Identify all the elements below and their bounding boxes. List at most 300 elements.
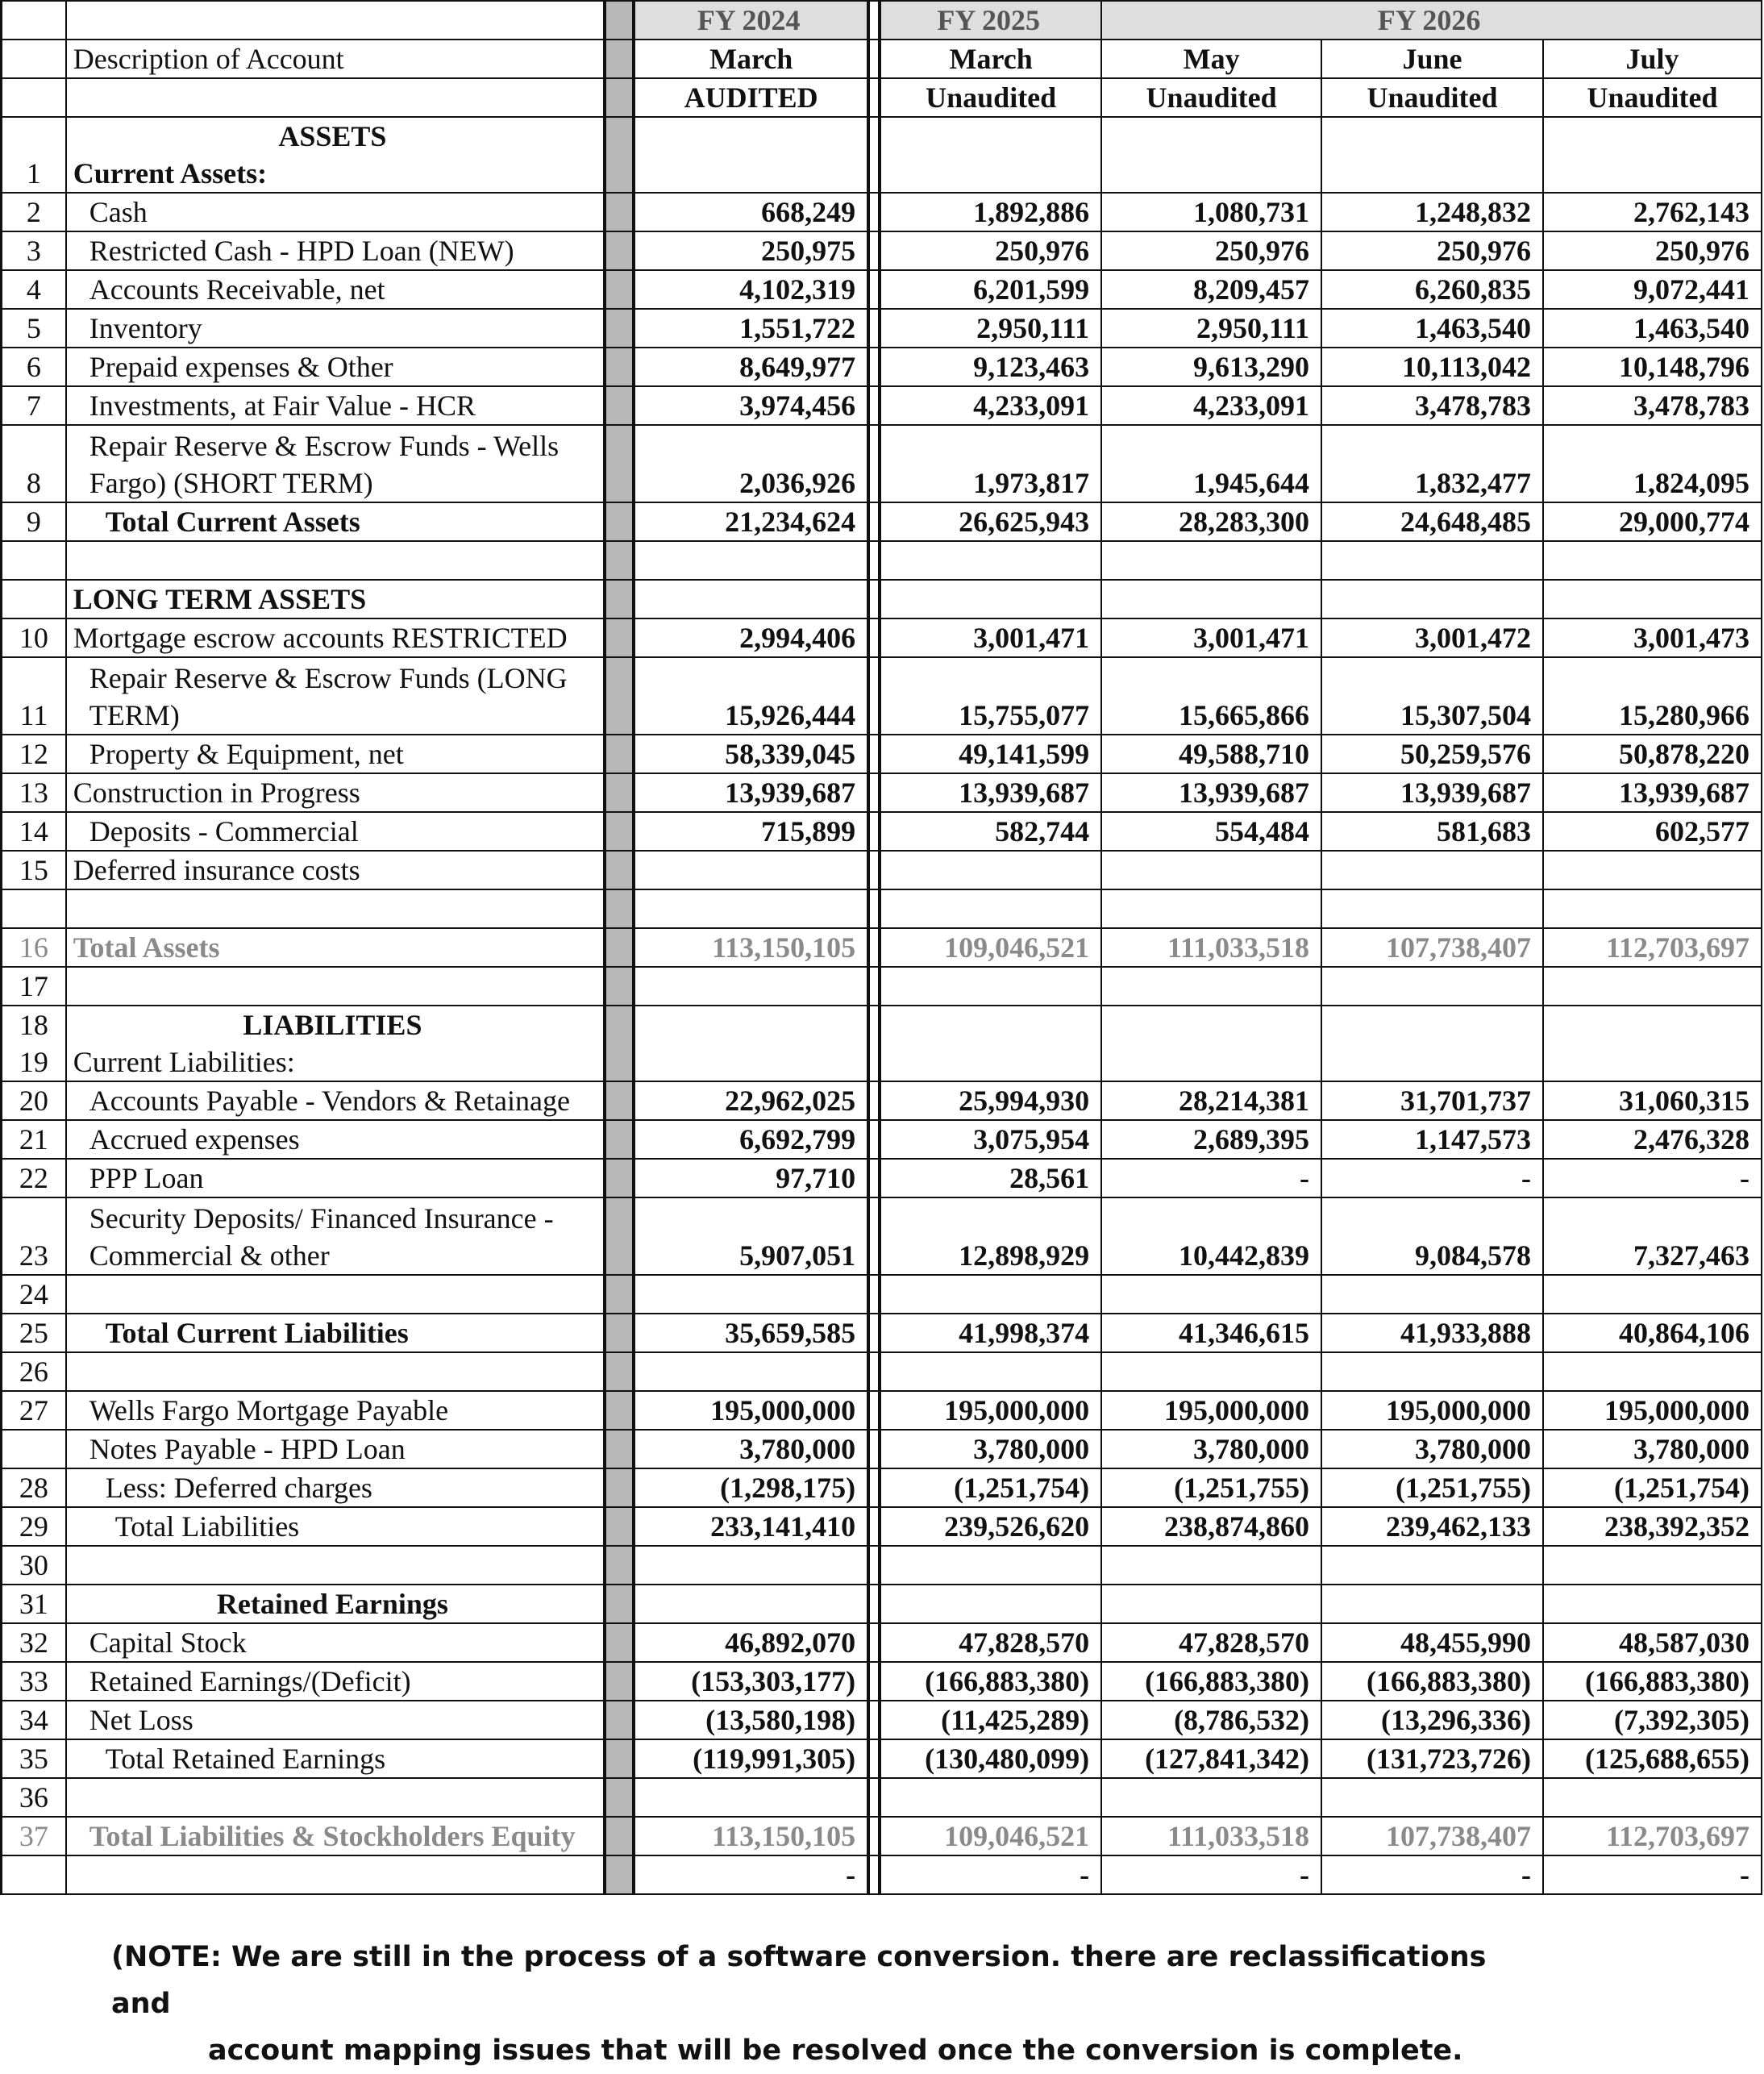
fy-2026-label: FY 2026	[1101, 1, 1762, 40]
value-cell: 3,001,471	[1101, 618, 1321, 657]
row-number: 20	[2, 1081, 66, 1120]
value-cell: 1,824,095	[1543, 425, 1762, 502]
value-cell: 195,000,000	[880, 1391, 1101, 1430]
value-cell	[634, 1006, 868, 1043]
value-cell	[880, 541, 1101, 580]
value-cell: (11,425,289)	[880, 1701, 1101, 1739]
column-separator	[605, 1006, 634, 1043]
table-row	[2, 270, 1762, 309]
value-cell: 41,998,374	[880, 1314, 1101, 1352]
value-cell: (13,296,336)	[1321, 1701, 1543, 1739]
value-cell: 28,561	[880, 1159, 1101, 1197]
table-row	[2, 1468, 1762, 1507]
column-separator	[605, 193, 634, 231]
column-separator	[605, 1546, 634, 1585]
column-separator	[605, 1701, 634, 1739]
account-description	[66, 1778, 605, 1817]
value-cell: 554,484	[1101, 812, 1321, 851]
value-cell	[634, 889, 868, 928]
row-number: 33	[2, 1662, 66, 1701]
column-gap	[868, 386, 880, 425]
column-separator	[605, 1314, 634, 1352]
value-cell: (119,991,305)	[634, 1739, 868, 1778]
table-row	[2, 580, 1762, 618]
column-gap	[868, 231, 880, 270]
table-row	[2, 1081, 1762, 1120]
account-description: Total Current Assets	[66, 502, 605, 541]
value-cell: 3,075,954	[880, 1120, 1101, 1159]
table-row	[2, 231, 1762, 270]
column-gap	[868, 1430, 880, 1468]
account-description: Construction in Progress	[66, 773, 605, 812]
account-description	[66, 889, 605, 928]
value-cell: 195,000,000	[1101, 1391, 1321, 1430]
column-separator	[605, 1159, 634, 1197]
column-separator	[605, 1120, 634, 1159]
account-description: Net Loss	[66, 1701, 605, 1739]
value-cell: 24,648,485	[1321, 502, 1543, 541]
value-cell: 9,613,290	[1101, 348, 1321, 386]
column-gap	[868, 155, 880, 193]
value-cell	[1543, 1585, 1762, 1623]
column-separator	[605, 309, 634, 348]
column-separator	[605, 1623, 634, 1662]
column-gap	[868, 1739, 880, 1778]
column-gap	[868, 851, 880, 889]
month-header: March	[634, 40, 868, 78]
value-cell: (153,303,177)	[634, 1662, 868, 1701]
account-description: ASSETS	[66, 117, 605, 155]
column-separator	[605, 386, 634, 425]
value-cell: (166,883,380)	[880, 1662, 1101, 1701]
row-number: 28	[2, 1468, 66, 1507]
account-description: Retained Earnings	[66, 1585, 605, 1623]
column-separator	[605, 425, 634, 502]
column-separator	[605, 967, 634, 1006]
column-separator	[605, 580, 634, 618]
value-cell: 47,828,570	[880, 1623, 1101, 1662]
value-cell	[1101, 541, 1321, 580]
value-cell: (125,688,655)	[1543, 1739, 1762, 1778]
audit-status-header: Unaudited	[1101, 78, 1321, 117]
value-cell: 9,084,578	[1321, 1197, 1543, 1275]
row-number: 29	[2, 1507, 66, 1546]
table-row	[2, 618, 1762, 657]
value-cell: 48,455,990	[1321, 1623, 1543, 1662]
value-cell	[880, 851, 1101, 889]
value-cell: (8,786,532)	[1101, 1701, 1321, 1739]
row-number: 19	[2, 1043, 66, 1081]
column-separator	[605, 812, 634, 851]
value-cell: 7,327,463	[1543, 1197, 1762, 1275]
table-row	[2, 851, 1762, 889]
value-cell: 5,907,051	[634, 1197, 868, 1275]
column-separator	[605, 657, 634, 735]
column-gap	[868, 1120, 880, 1159]
fy-2025-label: FY 2025	[880, 1, 1101, 40]
row-number	[2, 117, 66, 155]
value-cell	[1543, 1778, 1762, 1817]
value-cell: 26,625,943	[880, 502, 1101, 541]
value-cell: 13,939,687	[1101, 773, 1321, 812]
table-row	[2, 1197, 1762, 1275]
column-separator	[605, 1352, 634, 1391]
value-cell: 41,346,615	[1101, 1314, 1321, 1352]
value-cell	[880, 889, 1101, 928]
audit-status-header: Unaudited	[1321, 78, 1543, 117]
table-row	[2, 1701, 1762, 1739]
column-gap	[868, 1855, 880, 1894]
value-cell: (13,580,198)	[634, 1701, 868, 1739]
table-row	[2, 812, 1762, 851]
value-cell	[1321, 1006, 1543, 1043]
account-description: Total Current Liabilities	[66, 1314, 605, 1352]
table-row	[2, 1662, 1762, 1701]
column-gap	[868, 889, 880, 928]
column-gap	[868, 1546, 880, 1585]
table-row	[2, 386, 1762, 425]
table-row	[2, 1006, 1762, 1043]
value-cell: 15,665,866	[1101, 657, 1321, 735]
value-cell: 195,000,000	[1321, 1391, 1543, 1430]
value-cell: 233,141,410	[634, 1507, 868, 1546]
value-cell	[880, 117, 1101, 155]
value-cell: 3,780,000	[634, 1430, 868, 1468]
account-description: Accounts Payable - Vendors & Retainage	[66, 1081, 605, 1120]
account-description	[66, 541, 605, 580]
table-row	[2, 1043, 1762, 1081]
value-cell: -	[1321, 1159, 1543, 1197]
value-cell: 715,899	[634, 812, 868, 851]
value-cell: 4,233,091	[1101, 386, 1321, 425]
value-cell	[1543, 851, 1762, 889]
value-cell: 15,926,444	[634, 657, 868, 735]
value-cell	[634, 967, 868, 1006]
value-cell	[634, 1546, 868, 1585]
row-number: 13	[2, 773, 66, 812]
value-cell: -	[1101, 1855, 1321, 1894]
value-cell	[880, 1585, 1101, 1623]
table-row	[2, 735, 1762, 773]
value-cell: (1,251,754)	[1543, 1468, 1762, 1507]
table-row	[2, 193, 1762, 231]
value-cell: 1,551,722	[634, 309, 868, 348]
value-cell	[1321, 1275, 1543, 1314]
column-gap	[868, 1701, 880, 1739]
value-cell: -	[1543, 1159, 1762, 1197]
row-number	[2, 580, 66, 618]
value-cell: 238,392,352	[1543, 1507, 1762, 1546]
value-cell	[1101, 1352, 1321, 1391]
value-cell: -	[634, 1855, 868, 1894]
value-cell	[880, 967, 1101, 1006]
value-cell: 3,001,473	[1543, 618, 1762, 657]
value-cell	[634, 1352, 868, 1391]
row-number: 12	[2, 735, 66, 773]
value-cell	[634, 851, 868, 889]
value-cell	[1321, 889, 1543, 928]
value-cell	[634, 1585, 868, 1623]
value-cell: 3,478,783	[1321, 386, 1543, 425]
value-cell: 6,260,835	[1321, 270, 1543, 309]
account-description: Restricted Cash - HPD Loan (NEW)	[66, 231, 605, 270]
column-gap	[868, 425, 880, 502]
account-description: Total Assets	[66, 928, 605, 967]
column-gap	[868, 580, 880, 618]
column-gap	[868, 1623, 880, 1662]
value-cell: 40,864,106	[1543, 1314, 1762, 1352]
row-number	[2, 1430, 66, 1468]
value-cell	[1321, 541, 1543, 580]
fiscal-year-header-row	[2, 1, 1762, 40]
value-cell: 238,874,860	[1101, 1507, 1321, 1546]
value-cell: 112,703,697	[1543, 1817, 1762, 1855]
value-cell	[880, 1352, 1101, 1391]
row-number: 5	[2, 309, 66, 348]
column-separator	[605, 1739, 634, 1778]
column-separator	[605, 1081, 634, 1120]
value-cell	[1321, 155, 1543, 193]
row-number: 21	[2, 1120, 66, 1159]
account-description: Investments, at Fair Value - HCR	[66, 386, 605, 425]
value-cell: 50,878,220	[1543, 735, 1762, 773]
month-header: July	[1543, 40, 1762, 78]
row-number: 9	[2, 502, 66, 541]
account-description: Mortgage escrow accounts RESTRICTED	[66, 618, 605, 657]
column-separator	[605, 773, 634, 812]
account-description: Deferred insurance costs	[66, 851, 605, 889]
value-cell	[634, 580, 868, 618]
value-cell: 2,762,143	[1543, 193, 1762, 231]
table-row	[2, 1120, 1762, 1159]
value-cell: (1,251,754)	[880, 1468, 1101, 1507]
value-cell: 250,975	[634, 231, 868, 270]
value-cell	[1101, 155, 1321, 193]
month-header-row	[2, 40, 1762, 78]
value-cell: 2,950,111	[1101, 309, 1321, 348]
column-separator	[605, 618, 634, 657]
fy-2024-label: FY 2024	[634, 1, 868, 40]
value-cell: 250,976	[1101, 231, 1321, 270]
value-cell	[1543, 1043, 1762, 1081]
value-cell: 1,248,832	[1321, 193, 1543, 231]
value-cell	[880, 155, 1101, 193]
conversion-note	[0, 1934, 1532, 2074]
column-gap	[868, 967, 880, 1006]
account-description	[66, 967, 605, 1006]
description-column-header: Description of Account	[66, 40, 605, 78]
account-description: PPP Loan	[66, 1159, 605, 1197]
column-separator	[605, 231, 634, 270]
column-separator	[605, 541, 634, 580]
column-separator	[605, 1391, 634, 1430]
value-cell	[1101, 1546, 1321, 1585]
value-cell: 50,259,576	[1321, 735, 1543, 773]
month-header: June	[1321, 40, 1543, 78]
value-cell: 25,994,930	[880, 1081, 1101, 1120]
value-cell: -	[880, 1855, 1101, 1894]
account-description	[66, 1855, 605, 1894]
value-cell: 12,898,929	[880, 1197, 1101, 1275]
value-cell	[1101, 851, 1321, 889]
table-row	[2, 117, 1762, 155]
value-cell	[1321, 967, 1543, 1006]
value-cell: 49,588,710	[1101, 735, 1321, 773]
value-cell: 31,701,737	[1321, 1081, 1543, 1120]
account-description	[66, 1352, 605, 1391]
row-number: 14	[2, 812, 66, 851]
value-cell: 29,000,774	[1543, 502, 1762, 541]
column-gap	[868, 502, 880, 541]
value-cell	[1101, 580, 1321, 618]
value-cell: 13,939,687	[880, 773, 1101, 812]
value-cell: (7,392,305)	[1543, 1701, 1762, 1739]
table-row	[2, 657, 1762, 735]
table-row	[2, 502, 1762, 541]
row-number: 26	[2, 1352, 66, 1391]
row-number: 8	[2, 425, 66, 502]
value-cell: 8,649,977	[634, 348, 868, 386]
column-gap	[868, 773, 880, 812]
value-cell	[1321, 1546, 1543, 1585]
value-cell: 668,249	[634, 193, 868, 231]
value-cell	[1321, 117, 1543, 155]
row-number: 1	[2, 155, 66, 193]
column-separator	[605, 1817, 634, 1855]
column-gap	[868, 1778, 880, 1817]
column-gap	[868, 735, 880, 773]
column-separator	[605, 270, 634, 309]
value-cell: 3,780,000	[1321, 1430, 1543, 1468]
column-separator	[605, 1468, 634, 1507]
value-cell	[1543, 117, 1762, 155]
value-cell: 58,339,045	[634, 735, 868, 773]
account-description: Total Retained Earnings	[66, 1739, 605, 1778]
column-gap	[868, 348, 880, 386]
row-number: 30	[2, 1546, 66, 1585]
audit-status-header: AUDITED	[634, 78, 868, 117]
value-cell: 239,526,620	[880, 1507, 1101, 1546]
value-cell: (131,723,726)	[1321, 1739, 1543, 1778]
value-cell: 2,689,395	[1101, 1120, 1321, 1159]
value-cell: 13,939,687	[1543, 773, 1762, 812]
value-cell	[1321, 1778, 1543, 1817]
column-gap	[868, 1352, 880, 1391]
value-cell: 113,150,105	[634, 928, 868, 967]
value-cell: (127,841,342)	[1101, 1739, 1321, 1778]
value-cell: 250,976	[880, 231, 1101, 270]
column-gap	[868, 270, 880, 309]
column-gap	[868, 541, 880, 580]
column-separator	[605, 117, 634, 155]
month-header: March	[880, 40, 1101, 78]
value-cell: 3,001,471	[880, 618, 1101, 657]
table-row	[2, 1739, 1762, 1778]
value-cell	[1101, 1006, 1321, 1043]
row-number: 34	[2, 1701, 66, 1739]
value-cell: 582,744	[880, 812, 1101, 851]
column-gap	[868, 1081, 880, 1120]
row-number	[2, 889, 66, 928]
account-description: Current Liabilities:	[66, 1043, 605, 1081]
table-row	[2, 1623, 1762, 1662]
row-number: 10	[2, 618, 66, 657]
value-cell: 49,141,599	[880, 735, 1101, 773]
account-description: Property & Equipment, net	[66, 735, 605, 773]
value-cell: 28,214,381	[1101, 1081, 1321, 1120]
column-gap	[868, 657, 880, 735]
row-number: 18	[2, 1006, 66, 1043]
column-separator	[605, 889, 634, 928]
account-description: Total Liabilities	[66, 1507, 605, 1546]
value-cell	[1543, 1352, 1762, 1391]
value-cell: 3,001,472	[1321, 618, 1543, 657]
note-line-1: (NOTE: We are still in the process of a software conversion. there are reclassifications and	[111, 1941, 1487, 2020]
account-description: Prepaid expenses & Other	[66, 348, 605, 386]
row-number	[2, 541, 66, 580]
row-number: 4	[2, 270, 66, 309]
row-number: 15	[2, 851, 66, 889]
value-cell	[1321, 1043, 1543, 1081]
row-number: 2	[2, 193, 66, 231]
value-cell: 1,080,731	[1101, 193, 1321, 231]
table-row	[2, 967, 1762, 1006]
row-number: 17	[2, 967, 66, 1006]
value-cell: -	[1321, 1855, 1543, 1894]
column-gap	[868, 928, 880, 967]
value-cell: 10,148,796	[1543, 348, 1762, 386]
row-number: 35	[2, 1739, 66, 1778]
value-cell	[1321, 580, 1543, 618]
value-cell: 250,976	[1321, 231, 1543, 270]
value-cell	[1101, 1585, 1321, 1623]
value-cell	[880, 1778, 1101, 1817]
column-gap	[868, 193, 880, 231]
status-header-row	[2, 78, 1762, 117]
value-cell: 15,755,077	[880, 657, 1101, 735]
value-cell	[1543, 155, 1762, 193]
column-gap	[868, 309, 880, 348]
value-cell	[1543, 1006, 1762, 1043]
value-cell	[1101, 967, 1321, 1006]
value-cell: 109,046,521	[880, 928, 1101, 967]
row-number: 6	[2, 348, 66, 386]
account-description: Less: Deferred charges	[66, 1468, 605, 1507]
value-cell: 107,738,407	[1321, 928, 1543, 967]
row-number: 16	[2, 928, 66, 967]
account-description: LIABILITIES	[66, 1006, 605, 1043]
value-cell	[880, 1043, 1101, 1081]
value-cell: 1,147,573	[1321, 1120, 1543, 1159]
column-gap	[868, 1043, 880, 1081]
row-number: 36	[2, 1778, 66, 1817]
value-cell: 2,476,328	[1543, 1120, 1762, 1159]
value-cell: 10,442,839	[1101, 1197, 1321, 1275]
value-cell: 111,033,518	[1101, 928, 1321, 967]
account-description: Accounts Receivable, net	[66, 270, 605, 309]
value-cell: 13,939,687	[634, 773, 868, 812]
value-cell: 3,478,783	[1543, 386, 1762, 425]
column-gap	[868, 1507, 880, 1546]
value-cell: 47,828,570	[1101, 1623, 1321, 1662]
column-separator	[605, 1855, 634, 1894]
value-cell: 9,123,463	[880, 348, 1101, 386]
value-cell: 602,577	[1543, 812, 1762, 851]
table-row	[2, 425, 1762, 502]
column-gap	[868, 1391, 880, 1430]
account-description: Cash	[66, 193, 605, 231]
column-separator	[605, 1585, 634, 1623]
